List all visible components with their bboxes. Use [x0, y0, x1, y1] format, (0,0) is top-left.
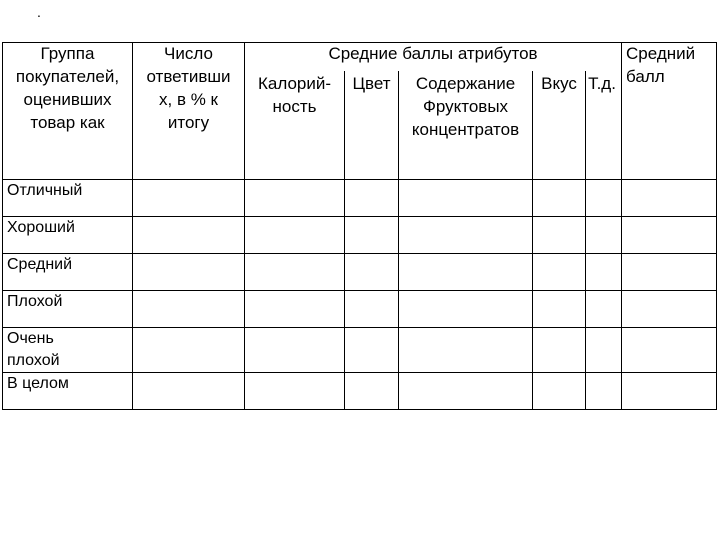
- table-cell: [399, 373, 533, 410]
- table-cell: [133, 180, 245, 217]
- attr-header-calories: Калорий- ность: [245, 71, 345, 180]
- row-label: Отличный: [3, 180, 133, 217]
- attributes-group-header: [245, 43, 622, 72]
- table-cell: [586, 328, 622, 373]
- table-cell: [345, 217, 399, 254]
- table-cell: [533, 328, 586, 373]
- table-cell: [533, 373, 586, 410]
- header-row-1: [3, 43, 717, 72]
- attr-header-color: Цвет: [345, 71, 399, 180]
- table-cell: [622, 180, 717, 217]
- group-column-header: Группа покупателей, оценивших товар как: [3, 43, 133, 180]
- table-cell: [586, 217, 622, 254]
- table-cell: [586, 254, 622, 291]
- table-row: [3, 328, 717, 373]
- survey-table: [2, 42, 717, 410]
- table-cell: [245, 217, 345, 254]
- table-cell: [133, 373, 245, 410]
- table-cell: [345, 328, 399, 373]
- row-label: Средний: [3, 254, 133, 291]
- attr-header-etc: Т.д.: [586, 71, 622, 180]
- table-cell: [622, 291, 717, 328]
- table-cell: [399, 328, 533, 373]
- table-cell: [245, 291, 345, 328]
- row-label: Очень плохой: [3, 328, 133, 373]
- row-label: Плохой: [3, 291, 133, 328]
- table-cell: [245, 373, 345, 410]
- table-cell: [533, 254, 586, 291]
- table-cell: [345, 180, 399, 217]
- table-cell: [533, 180, 586, 217]
- table-row-total: [3, 373, 717, 410]
- table-cell: [245, 254, 345, 291]
- table-row: [3, 180, 717, 217]
- stray-dot: .: [37, 4, 41, 20]
- table-cell: [399, 291, 533, 328]
- table-cell: [399, 254, 533, 291]
- attr-header-fruit-concentrate: Содержание Фруктовых концентратов: [399, 71, 533, 180]
- count-column-header: Число ответивши х, в % к итогу: [133, 43, 245, 180]
- table-row: [3, 291, 717, 328]
- table-cell: [533, 291, 586, 328]
- table-cell: [345, 373, 399, 410]
- table-cell: [133, 217, 245, 254]
- attr-header-taste: Вкус: [533, 71, 586, 180]
- table-cell: [586, 180, 622, 217]
- table-cell: [345, 254, 399, 291]
- table-cell: [133, 328, 245, 373]
- row-label: В целом: [3, 373, 133, 410]
- table-cell: [586, 291, 622, 328]
- table-cell: [399, 180, 533, 217]
- table-cell: [133, 291, 245, 328]
- table-cell: [622, 254, 717, 291]
- table-cell: [622, 217, 717, 254]
- table-cell: [622, 373, 717, 410]
- row-label: Хороший: [3, 217, 133, 254]
- table-cell: [533, 217, 586, 254]
- table-cell: [245, 180, 345, 217]
- table-cell: [345, 291, 399, 328]
- table-cell: [622, 328, 717, 373]
- table-cell: [399, 217, 533, 254]
- table-cell: [245, 328, 345, 373]
- average-column-header: Средний балл: [622, 43, 717, 180]
- table-cell: [586, 373, 622, 410]
- attributes-title: Средние баллы атрибутов: [328, 44, 538, 63]
- table-row: [3, 254, 717, 291]
- table-row: [3, 217, 717, 254]
- table-cell: [133, 254, 245, 291]
